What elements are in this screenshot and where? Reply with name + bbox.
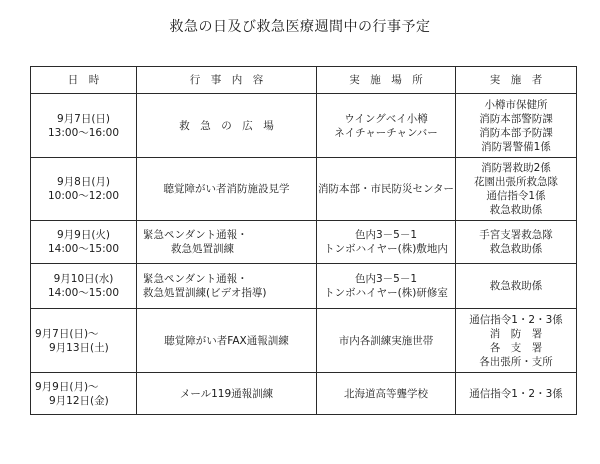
date-line: 9月7日(日)	[56, 112, 111, 125]
date-line: 9月9日(火)	[56, 229, 111, 241]
organizer-line: 通信指令1・2・3係	[469, 387, 563, 400]
organizer-line: 通信指令1・2・3係	[469, 313, 563, 326]
table-row	[31, 158, 577, 221]
place-cell	[317, 264, 456, 309]
date-cell	[31, 264, 137, 309]
date-cell	[31, 221, 137, 264]
place-line: トンボハイヤー(株)研修室	[324, 287, 448, 299]
date-line: 9月10日(水)	[53, 273, 114, 285]
header-event: 行 事 内 容	[137, 67, 317, 94]
place-line: 北海道高等聾学校	[344, 387, 428, 400]
event-cell	[137, 221, 317, 264]
organizer-line: 救急救助係	[489, 243, 543, 255]
time-line: 13:00～16:00	[47, 126, 120, 139]
place-cell	[317, 221, 456, 264]
place-line: 消防本部・市民防災センター	[317, 183, 455, 195]
organizer-line: 手宮支署救急隊	[479, 229, 553, 241]
table-row	[31, 373, 577, 415]
header-date: 日 時	[31, 67, 137, 94]
event-line: メール119通報訓練	[179, 387, 274, 400]
schedule-table	[30, 66, 577, 415]
event-line: 緊急ペンダント通報・	[143, 229, 248, 241]
place-line: 色内3－5－1	[354, 273, 418, 285]
date-line: 9月9日(月)～	[35, 380, 99, 393]
organizer-line: 消防署救助2係	[481, 162, 551, 174]
organizer-cell	[456, 158, 577, 221]
header-place: 実 施 場 所	[317, 67, 456, 94]
event-cell	[137, 373, 317, 415]
date-line: 9月8日(月)	[56, 176, 111, 188]
event-line: 救急処置訓練(ビデオ指導)	[143, 287, 267, 299]
event-cell	[137, 264, 317, 309]
table-row	[31, 94, 577, 158]
table-header-row	[31, 67, 577, 94]
organizer-cell	[456, 221, 577, 264]
page-title: 救急の日及び救急医療週間中の行事予定	[169, 19, 431, 35]
place-line: ネイチャーチャンバー	[334, 126, 438, 139]
event-line: 救急処置訓練	[171, 243, 234, 255]
place-line: 色内3－5－1	[354, 229, 418, 241]
organizer-line: 小樽市保健所	[484, 98, 548, 111]
organizer-cell	[456, 309, 577, 373]
table-row	[31, 221, 577, 264]
date-cell	[31, 94, 137, 158]
time-line: 10:00～12:00	[47, 190, 120, 202]
date-line: 9月12日(金)	[49, 394, 109, 407]
organizer-line: 消防本部警防課	[479, 112, 553, 125]
organizer-line: 消防署警備1係	[481, 140, 551, 153]
table-row	[31, 309, 577, 373]
event-cell	[137, 309, 317, 373]
date-cell	[31, 158, 137, 221]
table-row	[31, 264, 577, 309]
organizer-line: 救急救助係	[489, 204, 543, 216]
organizer-line: 各 支 署	[489, 341, 543, 354]
event-cell	[137, 94, 317, 158]
organizer-line: 救急救助係	[489, 280, 543, 292]
organizer-line: 消防本部予防課	[479, 126, 553, 139]
organizer-line: 消 防 署	[489, 327, 543, 340]
date-cell	[31, 309, 137, 373]
event-cell	[137, 158, 317, 221]
place-cell	[317, 158, 456, 221]
place-cell	[317, 94, 456, 158]
place-cell	[317, 309, 456, 373]
time-line: 14:00～15:00	[47, 243, 120, 255]
organizer-cell	[456, 264, 577, 309]
event-line: 救 急 の 広 場	[179, 119, 274, 132]
organizer-cell	[456, 94, 577, 158]
organizer-line: 各出張所・支所	[479, 355, 553, 368]
time-line: 14:00～15:00	[47, 287, 120, 299]
event-line: 緊急ペンダント通報・	[143, 273, 248, 285]
organizer-cell	[456, 373, 577, 415]
date-cell	[31, 373, 137, 415]
place-line: トンボハイヤー(株)敷地内	[324, 243, 448, 255]
event-line: 聴覚障がい者消防施設見学	[163, 183, 290, 195]
place-cell	[317, 373, 456, 415]
event-line: 聴覚障がい者FAX通報訓練	[164, 334, 289, 347]
organizer-line: 通信指令1係	[486, 190, 546, 202]
place-line: ウイングベイ小樽	[344, 112, 428, 125]
header-organizer: 実 施 者	[456, 67, 577, 94]
date-line: 9月13日(土)	[49, 341, 109, 354]
place-line: 市内各訓練実施世帯	[338, 334, 434, 347]
organizer-line: 花園出張所救急隊	[474, 176, 558, 188]
date-line: 9月7日(日)～	[35, 327, 99, 340]
